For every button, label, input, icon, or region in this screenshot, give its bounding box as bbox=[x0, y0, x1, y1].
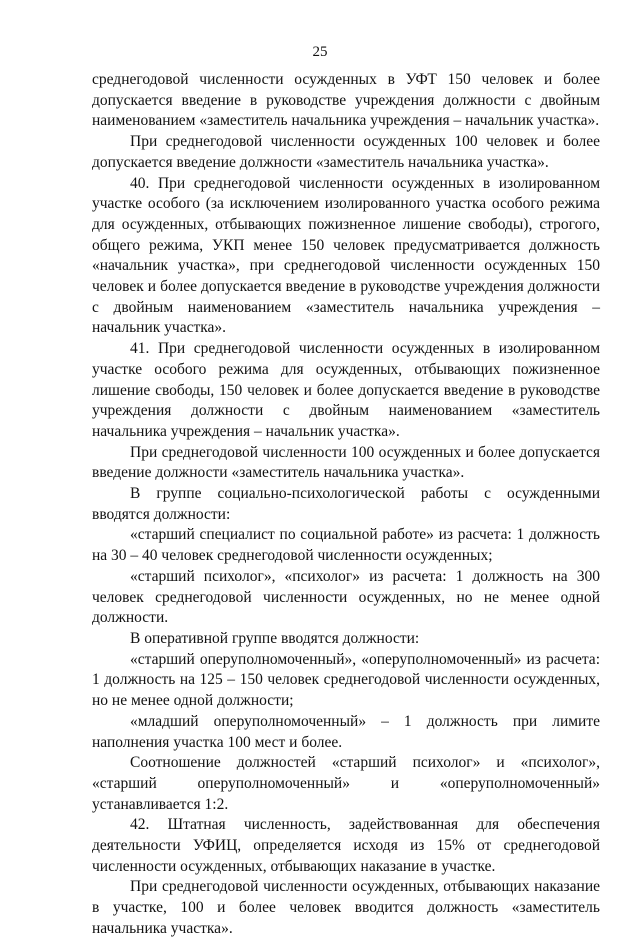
paragraph-deputy-head-100-life: При среднегодовой численности 100 осужденных и более допускается введение должности «заместитель начальника участка». bbox=[92, 443, 600, 482]
paragraph-clause-41: 41. При среднегодовой численности осужденных в изолированном участке особого режима для осужденных, отбывающих пожизненное лишение свободы, 150 человек и более допускается введение в руководстве учреждения должности с двойным наименованием «заместитель начальника учреждения – начальник участка». bbox=[92, 340, 600, 440]
paragraph-social-group-intro: В группе социально-психологической работы с осужденными вводятся должности: bbox=[92, 485, 600, 523]
paragraph-clause-40: 40. При среднегодовой численности осужденных в изолированном участке особого (за исключением изолированного участка особого режима для осужденных, отбывающих пожизненное лишение свободы), строгого, общего режима, УКП менее 150 человек предусматривается должность «начальник участка», при среднегодовой численности осужденных 150 человек и более допускается введение в руководстве учреждения должности с двойным наименованием «заместитель начальника учреждения – начальник участка». bbox=[92, 174, 600, 337]
paragraph-continuation: среднегодовой численности осужденных в УФТ 150 человек и более допускается введение в руководстве учреждения должности с двойным наименованием «заместитель начальника учреждения – начальник участка». bbox=[92, 71, 600, 130]
paragraph-deputy-head-100: При среднегодовой численности осужденных 100 человек и более допускается введение должности «заместитель начальника участка». bbox=[92, 133, 600, 171]
paragraph-clause-42: 42. Штатная численность, задействованная для обеспечения деятельности УФИЦ, определяется исходя из 15% от среднегодовой численности осужденных, отбывающих наказание в участке. bbox=[92, 816, 600, 875]
paragraph-ratio: Соотношение должностей «старший психолог» и «психолог», «старший оперуполномоченный» и «оперуполномоченный» устанавливается 1:2. bbox=[92, 754, 600, 813]
paragraph-social-specialist: «старший специалист по социальной работе» из расчета: 1 должность на 30 – 40 человек среднегодовой численности осужденных; bbox=[92, 526, 600, 565]
document-body bbox=[92, 70, 600, 940]
paragraph-operative-group-intro: В оперативной группе вводятся должности: bbox=[130, 629, 420, 647]
page-number: 25 bbox=[312, 44, 328, 60]
paragraph-deputy-head-ufic: При среднегодовой численности осужденных, отбывающих наказание в участке, 100 и более человек вводится должность «заместитель начальника участка». bbox=[92, 878, 600, 937]
paragraph-junior-operative: «младший оперуполномоченный» – 1 должность при лимите наполнения участка 100 мест и более. bbox=[92, 712, 600, 751]
paragraph-senior-operative: «старший оперуполномоченный», «оперуполномоченный» из расчета: 1 должность на 125 – 150 человек среднегодовой численности осужденных, но не менее одной должности; bbox=[92, 650, 600, 710]
paragraph-psychologist: «старший психолог», «психолог» из расчета: 1 должность на 300 человек среднегодовой численности осужденных, но не менее одной должности. bbox=[92, 567, 600, 627]
